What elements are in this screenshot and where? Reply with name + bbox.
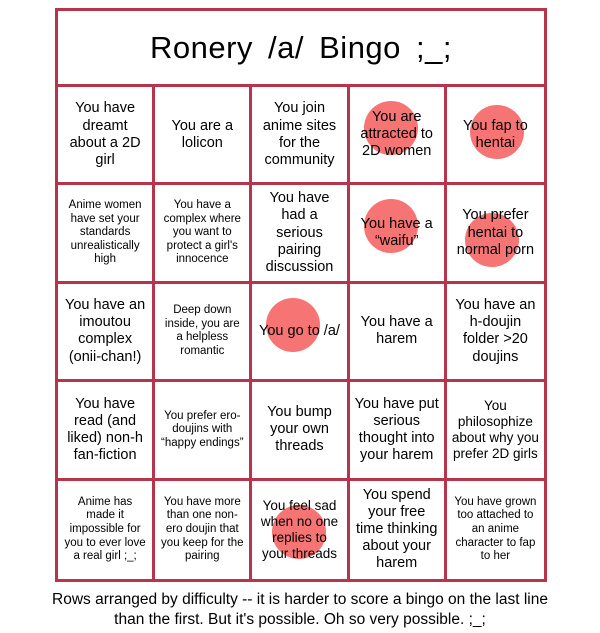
bingo-board (55, 8, 547, 582)
cell-label: You have a complex where you want to protect a girl's innocence (163, 199, 241, 266)
cell-label: Anime has made it impossible for you to ever love a real girl ;_; (64, 495, 146, 563)
bingo-cell[interactable] (350, 382, 447, 480)
cell-label: Deep down inside, you are a helpless romantic (164, 304, 240, 358)
cell-label: You are attracted to 2D women (360, 109, 433, 160)
cell-label: You go to /a/ (259, 322, 340, 339)
bingo-cell[interactable] (350, 284, 447, 382)
bingo-cell[interactable] (155, 284, 252, 382)
bingo-cell[interactable] (447, 185, 544, 283)
cell-label: You have more than one non-ero doujin that you keep for the pairing (161, 495, 244, 563)
cell-label: You are a lolicon (171, 117, 234, 151)
caption-line: Rows arranged by difficulty -- it is harder to score a bingo on the last line (52, 591, 548, 608)
bingo-cell[interactable] (447, 284, 544, 382)
bingo-cell[interactable] (252, 284, 349, 382)
bingo-cell[interactable] (58, 481, 155, 579)
bingo-cell[interactable] (252, 382, 349, 480)
caption (0, 590, 600, 630)
bingo-grid (58, 87, 544, 579)
cell-label: You fap to hentai (463, 117, 528, 151)
cell-label: You bump your own threads (267, 404, 332, 455)
cell-label: You join anime sites for the community (262, 100, 337, 168)
bingo-cell[interactable] (350, 185, 447, 283)
bingo-cell[interactable] (155, 382, 252, 480)
cell-label: You have read (and liked) non-h fan-fiction (67, 395, 143, 463)
bingo-cell[interactable] (350, 481, 447, 579)
caption-line: than the first. But it's possible. Oh so very possible. ;_; (114, 611, 486, 629)
bingo-cell[interactable] (350, 87, 447, 185)
bingo-cell[interactable] (447, 481, 544, 579)
bingo-cell[interactable] (58, 185, 155, 283)
cell-label: You philosophize about why you prefer 2D girls (451, 398, 539, 461)
title-cell (58, 11, 544, 87)
bingo-cell[interactable] (447, 87, 544, 185)
cell-label: You feel sad when no one replies to your threads (260, 497, 339, 561)
cell-label: You have put serious thought into your harem (354, 395, 439, 463)
bingo-cell[interactable] (58, 382, 155, 480)
cell-label: You prefer hentai to normal porn (456, 207, 535, 258)
bingo-cell[interactable] (155, 481, 252, 579)
cell-label: You have a “waifu” (360, 215, 433, 250)
bingo-cell[interactable] (58, 87, 155, 185)
bingo-cell[interactable] (155, 87, 252, 185)
bingo-cell[interactable] (58, 284, 155, 382)
bingo-cell[interactable] (252, 481, 349, 579)
page-title: Ronery /a/ Bingo ;_; (150, 29, 452, 65)
cell-label: You have dreamt about a 2D girl (69, 100, 141, 168)
cell-label: You have an imoutou complex (onii-chan!) (65, 297, 146, 365)
cell-label: You have an h-doujin folder >20 doujins (455, 297, 536, 365)
cell-label: You have a harem (360, 314, 433, 348)
bingo-cell[interactable] (447, 382, 544, 480)
bingo-cell[interactable] (252, 87, 349, 185)
bingo-cell[interactable] (155, 185, 252, 283)
bingo-cell[interactable] (252, 185, 349, 283)
cell-label: You have had a serious pairing discussion (265, 190, 334, 275)
cell-label: Anime women have set your standards unrealistically high (68, 199, 142, 266)
cell-label: You spend your free time thinking about your harem (355, 487, 438, 572)
cell-label: You prefer ero-doujins with “happy endings” (161, 409, 244, 449)
cell-label: You have grown too attached to an anime character to fap to her (454, 495, 537, 563)
